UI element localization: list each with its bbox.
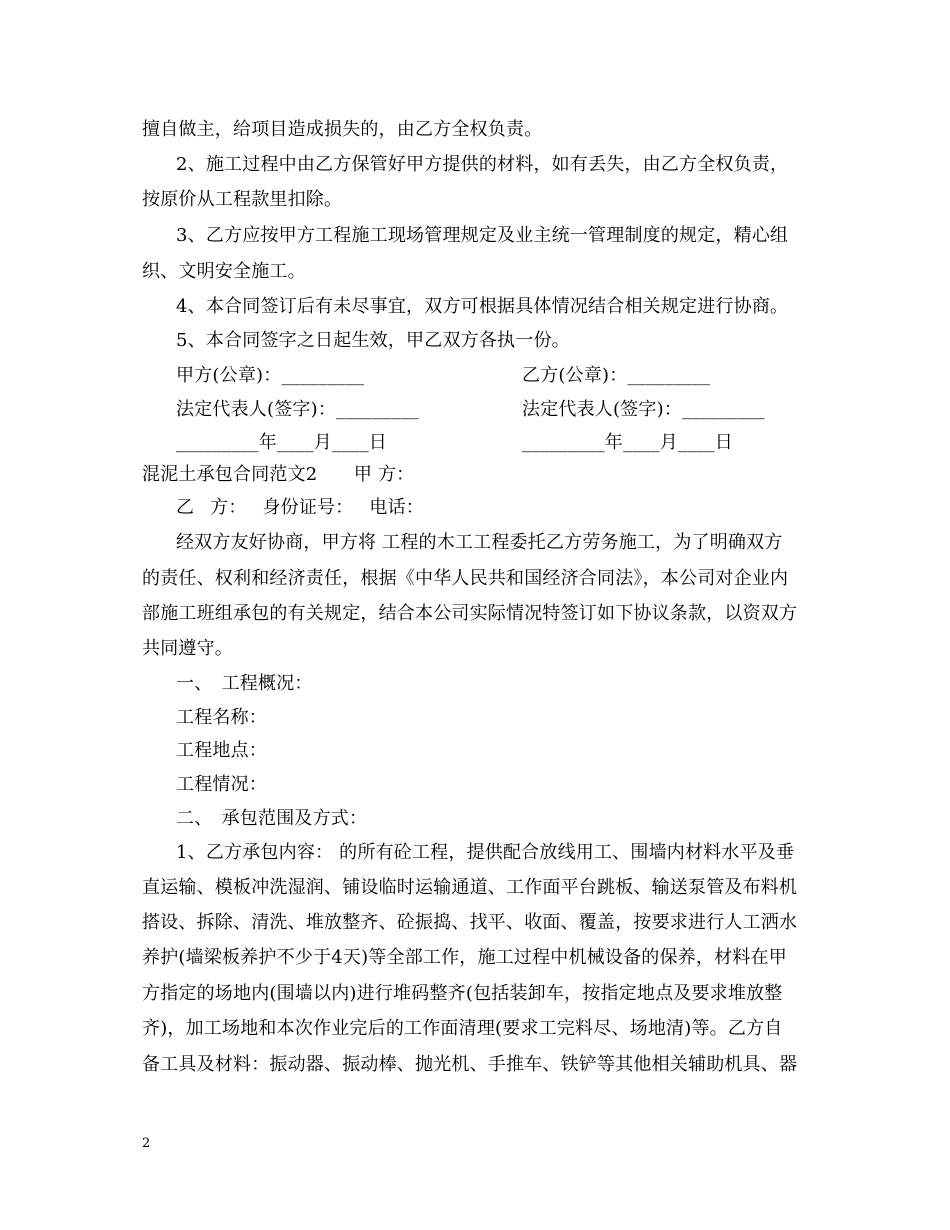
party-b-seal: 乙方(公章)：_________	[522, 365, 711, 386]
text-line: 按原价从工程款里扣除。	[142, 189, 343, 210]
party-b-info: 乙 方： 身份证号： 电话：	[176, 497, 424, 518]
party-a-seal: 甲方(公章)：_________	[176, 365, 365, 386]
project-location-label: 工程地点：	[176, 740, 267, 761]
project-status-label: 工程情况：	[176, 774, 267, 795]
page-number: 2	[142, 1136, 151, 1151]
scope-line: 1、乙方承包内容： 的所有砼工程，提供配合放线用工、围墙内材料水平及垂	[176, 842, 795, 863]
intro-line: 共同遵守。	[142, 638, 233, 659]
section-title: 混泥土承包合同范文2 甲 方：	[142, 464, 415, 485]
scope-line: 备工具及材料：振动器、振动棒、抛光机、手推车、铁铲等其他相关辅助机具、器	[142, 1054, 798, 1075]
party-a-date: _________年____月____日	[176, 432, 387, 453]
text-line: 5、本合同签字之日起生效，甲乙双方各执一份。	[176, 330, 570, 351]
scope-line: 养护(墙梁板养护不少于4天)等全部工作，施工过程中机械设备的保养，材料在甲	[142, 947, 787, 968]
party-b-representative: 法定代表人(签字)：_________	[522, 399, 765, 420]
text-line: 擅自做主，给项目造成损失的，由乙方全权负责。	[142, 119, 543, 140]
text-line: 2、施工过程中由乙方保管好甲方提供的材料，如有丢失，由乙方全权负责，	[176, 154, 789, 175]
party-a-representative: 法定代表人(签字)：_________	[176, 399, 419, 420]
scope-line: 方指定的场地内(围墙以内)进行堆码整齐(包括装卸车，按指定地点及要求堆放整	[142, 983, 783, 1004]
heading-scope: 二、 承包范围及方式：	[176, 808, 368, 829]
text-line: 4、本合同签订后有未尽事宜，双方可根据具体情况结合相关规定进行协商。	[176, 296, 789, 317]
heading-project-overview: 一、 工程概况：	[176, 673, 313, 694]
scope-line: 直运输、模板冲洗湿润、铺设临时运输通道、工作面平台跳板、输送泵管及布料机	[142, 877, 798, 898]
intro-line: 经双方友好协商，甲方将 工程的木工工程委托乙方劳务施工，为了明确双方	[176, 532, 783, 553]
intro-line: 部施工班组承包的有关规定，结合本公司实际情况特签订如下协议条款，以资双方	[142, 603, 798, 624]
text-line: 3、乙方应按甲方工程施工现场管理规定及业主统一管理制度的规定，精心组	[176, 225, 789, 246]
text-line: 织、文明安全施工。	[142, 261, 306, 282]
party-b-date: _________年____月____日	[522, 432, 733, 453]
project-name-label: 工程名称：	[176, 707, 267, 728]
scope-line: 搭设、拆除、清洗、堆放整齐、砼振捣、找平、收面、覆盖，按要求进行人工洒水	[142, 912, 798, 933]
intro-line: 的责任、权利和经济责任，根据《中华人民共和国经济合同法》，本公司对企业内	[142, 568, 789, 589]
scope-line: 齐)，加工场地和本次作业完后的工作面清理(要求工完料尽、场地清)等。乙方自	[142, 1018, 783, 1039]
